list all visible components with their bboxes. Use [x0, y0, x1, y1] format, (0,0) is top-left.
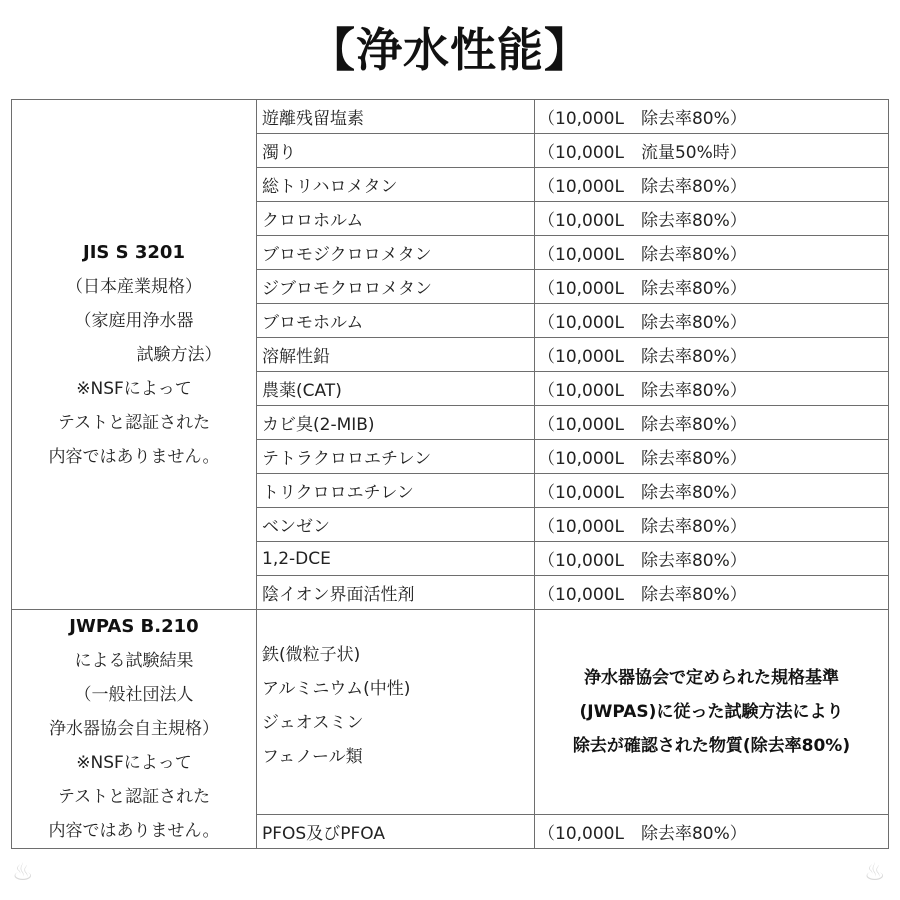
jwpas-description-line: ※NSFによって	[76, 753, 192, 773]
test-condition: （10,000L 除去率80%）	[535, 338, 889, 372]
substance-name: ブロモホルム	[257, 304, 535, 338]
decorative-mark-icon: ♨	[864, 858, 886, 886]
substance-name: 1,2-DCE	[257, 542, 535, 576]
jwpas-standard-label: JWPAS B.210	[69, 616, 199, 637]
table-row	[12, 610, 889, 815]
jis-description-line: テストと認証された	[57, 412, 211, 433]
substance-name: 濁り	[257, 134, 535, 168]
substance-name: ジェオスミン	[262, 713, 364, 733]
test-condition: （10,000L 除去率80%）	[535, 100, 889, 134]
jwpas-description-line: （一般社団法人	[74, 685, 194, 705]
jis-standard-label: JIS S 3201	[83, 241, 185, 263]
substance-name: ジブロモクロロメタン	[257, 270, 535, 304]
jwpas-description-line: 内容ではありません。	[48, 821, 220, 841]
page-title: 【浄水性能】	[309, 23, 591, 77]
test-condition: （10,000L 除去率80%）	[535, 542, 889, 576]
jwpas-substance-list	[257, 610, 535, 815]
test-condition: （10,000L 除去率80%）	[535, 406, 889, 440]
jwpas-note-line: 除去が確認された物質(除去率80%)	[572, 736, 851, 756]
substance-name: フェノール類	[262, 747, 363, 767]
jwpas-note-line: 浄水器協会で定められた規格基準	[584, 668, 839, 688]
substance-name: 溶解性鉛	[257, 338, 535, 372]
table-row	[12, 100, 889, 134]
substance-name: 農薬(CAT)	[257, 372, 535, 406]
substance-name: 鉄(微粒子状)	[262, 645, 361, 665]
test-condition: （10,000L 流量50%時）	[535, 134, 889, 168]
test-condition: （10,000L 除去率80%）	[535, 474, 889, 508]
jis-description-line: （日本産業規格）	[66, 276, 202, 297]
water-performance-table	[11, 99, 889, 849]
substance-name: クロロホルム	[257, 202, 535, 236]
substance-name: 遊離残留塩素	[257, 100, 535, 134]
substance-name: ベンゼン	[257, 508, 535, 542]
jis-standard-cell	[12, 100, 257, 610]
substance-name: トリクロロエチレン	[257, 474, 535, 508]
substance-name: 総トリハロメタン	[257, 168, 535, 202]
decorative-mark-icon: ♨	[12, 858, 34, 886]
jis-description-line: ※NSFによって	[76, 378, 192, 399]
jwpas-description-line: テストと認証された	[57, 787, 211, 807]
jwpas-note-cell	[535, 610, 889, 815]
test-condition: （10,000L 除去率80%）	[535, 815, 889, 849]
test-condition: （10,000L 除去率80%）	[535, 372, 889, 406]
substance-name: 陰イオン界面活性剤	[257, 576, 535, 610]
substance-name: PFOS及びPFOA	[257, 815, 535, 849]
jwpas-description-line: による試験結果	[74, 651, 194, 671]
substance-name: テトラクロロエチレン	[257, 440, 535, 474]
jwpas-note-line: (JWPAS)に従った試験方法により	[579, 702, 844, 722]
test-condition: （10,000L 除去率80%）	[535, 508, 889, 542]
substance-name: アルミニウム(中性)	[262, 679, 411, 699]
jis-description-line: 試験方法）	[136, 344, 222, 365]
jwpas-description-line: 浄水器協会自主規格）	[49, 719, 219, 739]
test-condition: （10,000L 除去率80%）	[535, 202, 889, 236]
test-condition: （10,000L 除去率80%）	[535, 168, 889, 202]
test-condition: （10,000L 除去率80%）	[535, 576, 889, 610]
test-condition: （10,000L 除去率80%）	[535, 236, 889, 270]
jis-description-line: 内容ではありません。	[48, 446, 220, 467]
substance-name: カビ臭(2-MIB)	[257, 406, 535, 440]
test-condition: （10,000L 除去率80%）	[535, 304, 889, 338]
jwpas-standard-cell	[12, 610, 257, 849]
test-condition: （10,000L 除去率80%）	[535, 270, 889, 304]
substance-name: ブロモジクロロメタン	[257, 236, 535, 270]
jis-description-line: （家庭用浄水器	[74, 310, 194, 331]
test-condition: （10,000L 除去率80%）	[535, 440, 889, 474]
